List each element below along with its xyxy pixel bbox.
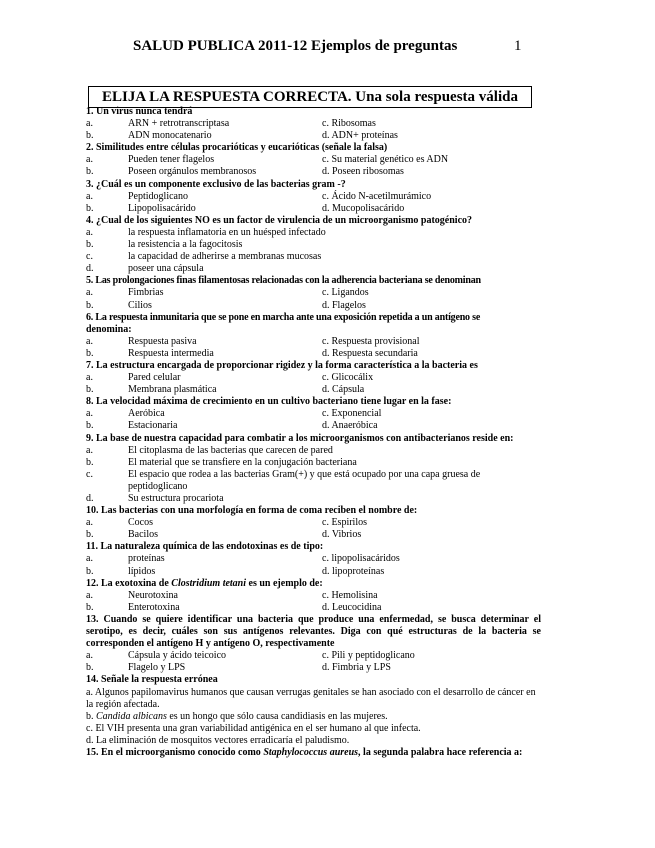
question-4-option-row — [86, 251, 541, 263]
option-text: Estacionaria — [128, 420, 178, 432]
option-text: d. Anaeróbica — [322, 420, 378, 432]
option-text: Enterotoxina — [128, 601, 180, 613]
question-1-option-row — [86, 118, 541, 130]
question-10-option-row — [86, 529, 541, 541]
option-label: b. — [86, 565, 94, 577]
question-12-option-row — [86, 590, 541, 602]
option-label: a. — [86, 650, 93, 662]
option-text: El citoplasma de las bacterias que carecen de pared — [128, 444, 333, 456]
option-text: Pueden tener flagelos — [128, 154, 215, 166]
option-text: Fimbrias — [128, 287, 164, 299]
option-text: Neurotoxina — [128, 589, 178, 601]
question-9-option-row — [86, 457, 541, 469]
option-text: El material que se transfiere en la conjugación bacteriana — [128, 456, 357, 468]
question-3-option-row — [86, 191, 541, 203]
option-text: c. Pili y peptidoglicano — [322, 650, 415, 662]
question-1-option-row — [86, 130, 541, 142]
option-text: ARN + retrotranscriptasa — [128, 118, 230, 130]
question-14-option-paragraph: b. Candida albicans es un hongo que sólo causa candidiasis en las mujeres. — [86, 710, 388, 722]
option-text: ADN monocatenario — [128, 130, 212, 142]
option-text: c. Ligandos — [322, 287, 369, 299]
question-11-option-row — [86, 566, 541, 578]
option-label: a. — [86, 287, 93, 299]
option-label: a. — [86, 408, 93, 420]
option-label: d. — [86, 493, 94, 504]
option-label: a. — [86, 226, 93, 238]
question-6-text-cont: denomina: — [86, 323, 132, 335]
question-12-text-part: 12. La exotoxina de — [86, 577, 172, 589]
question-9-option-row — [86, 469, 541, 481]
option-label: a. — [86, 553, 93, 565]
option-label: b. — [86, 299, 94, 311]
option-text: Membrana plasmática — [128, 384, 217, 396]
option-text: la capacidad de adherirse a membranas mucosas — [128, 251, 322, 263]
option-text: la resistencia a la fagocitosis — [128, 239, 243, 251]
option-text: Cápsula y ácido teicoico — [128, 650, 227, 662]
question-4-text: 4. ¿Cual de los siguientes NO es un factor de virulencia de un microorganismo patogénico? — [86, 214, 473, 226]
question-15-text-part: 15. En el microorganismo conocido como — [86, 746, 264, 758]
option-text: Respuesta pasiva — [128, 335, 197, 347]
option-label: c. — [86, 468, 93, 480]
option-text: c. Respuesta provisional — [322, 335, 420, 347]
option-text: Poseen orgánulos membranosos — [128, 166, 257, 178]
question-7-option-row — [86, 372, 541, 384]
question-11-option-row — [86, 553, 541, 565]
question-2-option-row — [86, 154, 541, 166]
question-12-text — [86, 578, 541, 590]
question-8-text: 8. La velocidad máxima de crecimiento en un cultivo bacteriano tiene lugar en la fase: — [86, 396, 452, 408]
question-7-text: 7. La estructura encargada de proporcionar rigidez y la forma característica a la bacteria es — [86, 359, 478, 371]
question-6-option-row — [86, 348, 541, 360]
option-text: c. Hemolisina — [322, 589, 378, 601]
option-label: b. — [86, 420, 94, 432]
question-9-text: 9. La base de nuestra capacidad para combatir a los microorganismos con antibacterianos reside en: — [86, 432, 514, 444]
option-label: b. — [86, 529, 94, 541]
option-text: El espacio que rodea a las bacterias Gram(+) y que está ocupado por una capa gruesa de — [128, 468, 481, 480]
option-text: d. Mucopolisacárido — [322, 202, 405, 214]
question-4-option-row — [86, 239, 541, 251]
option-text: d. ADN+ proteínas — [322, 130, 398, 142]
question-4-option-row — [86, 263, 541, 275]
option-label: a. — [86, 589, 93, 601]
option-label: a. — [86, 118, 93, 130]
option-label: b. — [86, 166, 94, 178]
question-14-option-paragraph: d. La eliminación de mosquitos vectores erradicaría el paludismo. — [86, 734, 350, 746]
option-label: a. — [86, 154, 93, 166]
question-9-option-row — [86, 493, 541, 505]
option-text: Bacilos — [128, 529, 158, 541]
question-2-option-row — [86, 166, 541, 178]
option-text: d. Respuesta secundaria — [322, 347, 418, 359]
page-number: 1 — [514, 38, 522, 54]
question-10-option-row — [86, 517, 541, 529]
question-8-option-row — [86, 408, 541, 420]
question-3-text: 3. ¿Cuál es un componente exclusivo de las bacterias gram -? — [86, 178, 346, 190]
instruction-banner: ELIJA LA RESPUESTA CORRECTA. Una sola respuesta válida — [88, 86, 532, 108]
option-text: Su estructura procariota — [128, 493, 224, 504]
option-text: Cocos — [128, 517, 153, 529]
question-5-text: 5. Las prolongaciones finas filamentosas relacionadas con la adherencia bacteriana se denominan — [86, 275, 481, 287]
question-6-text: 6. La respuesta inmunitaria que se pone en marcha ante una exposición repetida a un antígeno se — [86, 311, 481, 323]
option-text: Peptidoglicano — [128, 190, 188, 202]
question-6-option-row — [86, 336, 541, 348]
question-13-option-row — [86, 650, 541, 662]
option-label: b. — [86, 239, 94, 251]
option-text: proteínas — [128, 553, 165, 565]
option-text: c. Glicocálix — [322, 372, 374, 384]
option-label: b. — [86, 601, 94, 613]
option-label: b. — [86, 662, 94, 674]
option-label: a. — [86, 335, 93, 347]
option-text: Lipopolisacárido — [128, 202, 196, 214]
option-text: c. Ácido N-acetilmurámico — [322, 190, 432, 202]
question-2-text: 2. Similitudes entre células procarióticas y eucarióticas (señale la falsa) — [86, 142, 388, 154]
option-text: peptidoglicano — [128, 480, 188, 492]
question-15-text-part: , la segunda palabra hace referencia a: — [358, 746, 523, 758]
option-label: b. — [86, 347, 94, 359]
question-5-option-row — [86, 287, 541, 299]
option-text: Pared celular — [128, 372, 181, 384]
option-label: b. — [86, 384, 94, 396]
option-text: c. Exponencial — [322, 408, 382, 420]
option-text: c. Su material genético es ADN — [322, 154, 449, 166]
option-text: d. Flagelos — [322, 299, 366, 311]
option-label: a. — [86, 190, 93, 202]
question-14-option-paragraph: a. Algunos papilomavirus humanos que causan verrugas genitales se han asociado con el desarrollo de cáncer en la región afectada. — [86, 686, 536, 710]
question-15-species-name: Staphylococcus aureus — [263, 746, 359, 758]
option-label: a. — [86, 444, 93, 456]
question-8-option-row — [86, 420, 541, 432]
species-name: Candida albicans — [96, 710, 167, 722]
option-label: d. — [86, 263, 94, 275]
option-text: d. Leucocidina — [322, 601, 382, 613]
option-text: Respuesta intermedia — [128, 347, 214, 359]
question-12-option-row — [86, 602, 541, 614]
option-text: d. Fimbria y LPS — [322, 662, 391, 674]
option-text: c. lipopolisacáridos — [322, 553, 400, 565]
option-label: a. — [86, 372, 93, 384]
question-7-option-row — [86, 384, 541, 396]
question-list — [86, 106, 541, 759]
option-text: d. Poseen ribosomas — [322, 166, 404, 178]
option-text: d. lipoproteínas — [322, 565, 385, 577]
option-text: c. Ribosomas — [322, 118, 376, 130]
question-9-option-row — [86, 445, 541, 457]
question-12-text-part: es un ejemplo de: — [246, 577, 323, 589]
question-5-option-row — [86, 300, 541, 312]
option-label: c. — [86, 251, 93, 263]
question-12-species-name: Clostridium tetani — [171, 577, 247, 589]
option-label: b. — [86, 456, 94, 468]
option-text: la respuesta inflamatoria en un huésped infectado — [128, 226, 326, 238]
question-14-option-paragraph: c. El VIH presenta una gran variabilidad antigénica en el ser humano al que infecta. — [86, 722, 421, 734]
question-11-text: 11. La naturaleza química de las endotoxinas es de tipo: — [86, 541, 324, 553]
question-3-option-row — [86, 203, 541, 215]
option-text: poseer una cápsula — [128, 263, 204, 275]
question-15-text — [86, 747, 541, 759]
question-13-option-row — [86, 662, 541, 674]
option-label: a. — [86, 517, 93, 529]
option-label: b. — [86, 202, 94, 214]
question-10-text: 10. Las bacterias con una morfología en forma de coma reciben el nombre de: — [86, 505, 418, 517]
option-text: d. Vibrios — [322, 529, 362, 541]
question-14-text: 14. Señale la respuesta errónea — [86, 674, 218, 686]
question-1-text: 1. Un virus nunca tendrá — [86, 106, 193, 117]
option-text: Flagelo y LPS — [128, 662, 186, 674]
option-text: lípidos — [128, 565, 156, 577]
option-text: Aeróbica — [128, 408, 165, 420]
question-4-option-row — [86, 227, 541, 239]
question-9-option-row — [86, 481, 541, 493]
option-text: d. Cápsula — [322, 384, 365, 396]
option-text: Cilios — [128, 299, 152, 311]
page-header-title: SALUD PUBLICA 2011-12 Ejemplos de preguntas — [133, 38, 458, 54]
option-text: c. Espirilos — [322, 517, 367, 529]
option-label: b. — [86, 130, 94, 142]
question-13-text: 13. Cuando se quiere identificar una bacteria que produce una enfermedad, se busca determinar el serotipo, es decir, cuáles son sus antígenos relevantes. Diga con qué estructuras de la bacteria se corresponden el antígeno H y antígeno O, respectivamente — [86, 613, 541, 650]
